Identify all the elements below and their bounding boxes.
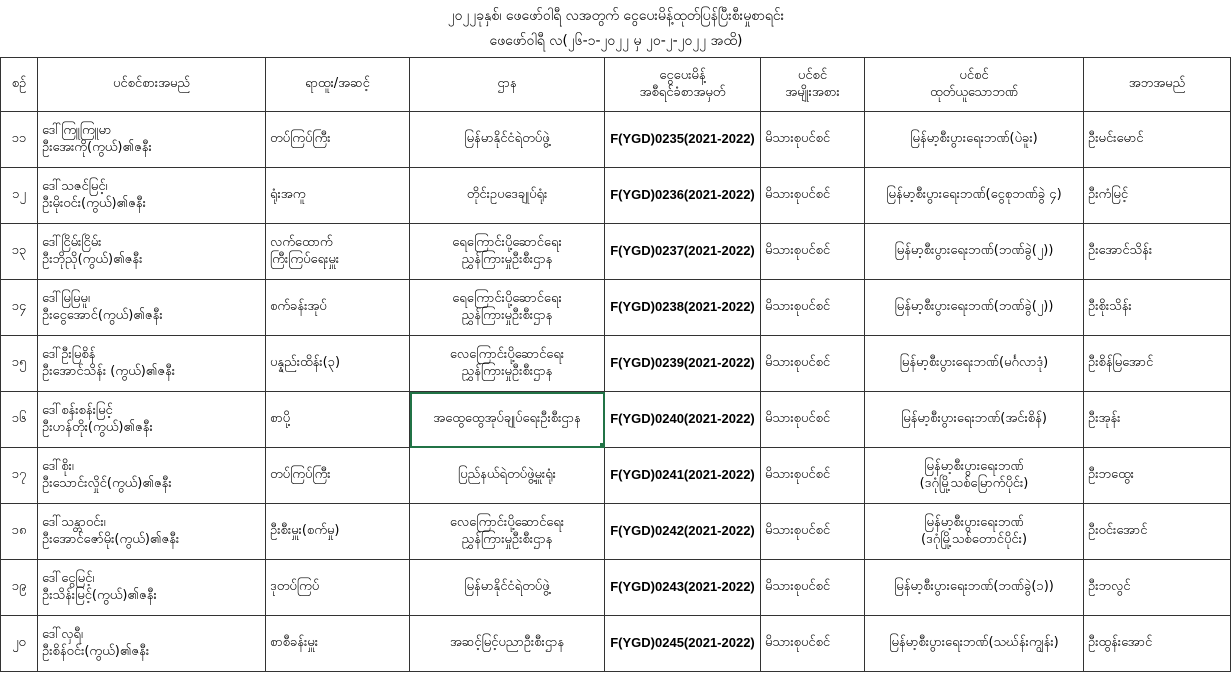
header-no[interactable]: စဉ်: [1, 58, 38, 112]
cell-rank-text: တပ်ကြပ်ကြီး: [270, 467, 331, 483]
cell-name[interactable]: [38, 280, 266, 336]
cell-name[interactable]: [38, 560, 266, 616]
cell-office[interactable]: [865, 392, 1084, 448]
cell-name[interactable]: [38, 336, 266, 392]
cell-name[interactable]: [38, 112, 266, 168]
cell-alias[interactable]: [1084, 336, 1231, 392]
cell-no-text: ၁၃: [11, 243, 27, 259]
cell-no-text: ၁၇: [11, 467, 27, 483]
header-office[interactable]: [865, 58, 1084, 112]
cell-alias-text: ဦးထွန်းအောင်: [1088, 635, 1153, 651]
cell-dept-text: ညွှန်ကြားမှုဦးစီးဌာန: [461, 363, 553, 379]
cell-alias-text: ဦးစိုးသိန်း: [1088, 299, 1132, 315]
cell-type[interactable]: [761, 168, 865, 224]
cell-dept-text: မြန်မာနိုင်ငံရဲတပ်ဖွဲ့: [464, 579, 550, 595]
cell-rank-text: ရုံးအကူ: [270, 187, 306, 203]
cell-dept-text: ညွှန်ကြားမှုဦးစီးဌာန: [461, 251, 553, 267]
cell-dept-text: လေကြောင်းပို့ဆောင်ရေး: [449, 346, 565, 362]
cell-dept[interactable]: [410, 616, 605, 672]
cell-alias[interactable]: [1084, 112, 1231, 168]
cell-office-text: (ဒဂုံမြို့သစ်တောင်ပိုင်း): [920, 531, 1028, 547]
cell-rank[interactable]: [266, 224, 410, 280]
cell-order-text: F(YGD)0239(2021-2022): [610, 355, 755, 371]
cell-rank-text: ကြီးကြပ်ရေးမှူး: [270, 251, 340, 267]
cell-type[interactable]: [761, 616, 865, 672]
header-dept[interactable]: ဌာန: [410, 58, 605, 112]
cell-rank[interactable]: [266, 168, 410, 224]
cell-alias[interactable]: [1084, 168, 1231, 224]
cell-no[interactable]: [1, 112, 38, 168]
cell-name-text: ဒေါ်စန်းစန်းမြင့်: [42, 402, 113, 418]
table-row: [1, 280, 1231, 336]
cell-name[interactable]: [38, 448, 266, 504]
cell-order-text: F(YGD)0238(2021-2022): [610, 299, 755, 315]
table-row: [1, 392, 1231, 448]
cell-dept[interactable]: [410, 336, 605, 392]
cell-type-text: မိသားစုပင်စင်: [765, 355, 831, 371]
cell-dept[interactable]: [410, 112, 605, 168]
table-row: [1, 224, 1231, 280]
header-name[interactable]: ပင်စင်စားအမည်: [38, 58, 266, 112]
cell-type-text: မိသားစုပင်စင်: [765, 299, 831, 315]
cell-dept[interactable]: [410, 392, 605, 448]
cell-office-text: မြန်မာ့စီးပွားရေးဘဏ်(ဘဏ်ခွဲ(၂)): [894, 243, 1054, 259]
header-type-line1: ပင်စင်: [797, 67, 828, 83]
cell-type[interactable]: [761, 336, 865, 392]
cell-no[interactable]: [1, 336, 38, 392]
cell-name[interactable]: [38, 392, 266, 448]
cell-order[interactable]: [605, 392, 761, 448]
cell-rank[interactable]: [266, 560, 410, 616]
cell-type[interactable]: [761, 392, 865, 448]
cell-order[interactable]: [605, 280, 761, 336]
cell-order[interactable]: [605, 112, 761, 168]
cell-order[interactable]: [605, 224, 761, 280]
cell-rank-text: စက်ခန်းအုပ်: [270, 299, 327, 315]
cell-dept[interactable]: [410, 560, 605, 616]
cell-order-text: F(YGD)0235(2021-2022): [610, 131, 755, 147]
cell-rank-text: ပန္နည်းထိန်း(၃): [270, 355, 341, 371]
cell-alias-text: ဦးဘလွင်: [1088, 579, 1131, 595]
cell-name-text: ဦးစိန်ဝင်း(ကွယ်)၏ဇနီး: [42, 643, 150, 659]
cell-type-text: မိသားစုပင်စင်: [765, 579, 831, 595]
cell-alias-text: ဦးအုန်း: [1088, 411, 1121, 427]
cell-office[interactable]: [865, 112, 1084, 168]
cell-office[interactable]: [865, 280, 1084, 336]
cell-name-text: ဦးဟန်တိုး(ကွယ်)၏ဇနီး: [42, 419, 153, 435]
header-order-line2: အစီရင်ခံစာအမှတ်: [639, 84, 726, 100]
cell-no[interactable]: [1, 504, 38, 560]
cell-order-text: F(YGD)0243(2021-2022): [610, 579, 755, 595]
cell-dept[interactable]: [410, 448, 605, 504]
cell-alias-text: ဦးမင်းမောင်: [1088, 131, 1144, 147]
cell-alias-text: ဦးစိန်မြအောင်: [1088, 355, 1154, 371]
cell-office[interactable]: [865, 224, 1084, 280]
cell-alias[interactable]: [1084, 280, 1231, 336]
cell-dept-text: ရေကြောင်းပို့ဆောင်ရေး: [452, 234, 562, 250]
cell-rank[interactable]: [266, 448, 410, 504]
cell-office-text: မြန်မာ့စီးပွားရေးဘဏ်(အင်းစိန်): [901, 411, 1047, 427]
cell-office-text: မြန်မာ့စီးပွားရေးဘဏ်(ငွေစုဘဏ်ခွဲ ၄): [886, 187, 1062, 203]
cell-office[interactable]: [865, 168, 1084, 224]
cell-type-text: မိသားစုပင်စင်: [765, 635, 831, 651]
cell-office-text: မြန်မာ့စီးပွားရေးဘဏ်(ဘဏ်ခွဲ(၁)): [894, 579, 1054, 595]
cell-dept[interactable]: [410, 224, 605, 280]
cell-type-text: မိသားစုပင်စင်: [765, 243, 831, 259]
cell-name-text: ဦးမိုးဝင်း(ကွယ်)၏ဇနီး: [42, 195, 146, 211]
cell-alias[interactable]: [1084, 560, 1231, 616]
cell-name-text: ဒေါ်သန္တာဝင်း၊: [42, 514, 106, 530]
cell-name-text: ဒေါ်မြမြမူ၊: [42, 290, 90, 306]
cell-office[interactable]: [865, 448, 1084, 504]
cell-rank-text: ဒုတပ်ကြပ်: [270, 579, 320, 595]
cell-name-text: ဦးအောင်သိန်း (ကွယ်)၏ဇနီး: [42, 363, 176, 379]
cell-name[interactable]: [38, 224, 266, 280]
cell-order-text: F(YGD)0241(2021-2022): [610, 467, 755, 483]
cell-order-text: F(YGD)0245(2021-2022): [610, 635, 755, 651]
cell-order[interactable]: [605, 168, 761, 224]
cell-alias[interactable]: [1084, 392, 1231, 448]
cell-office[interactable]: [865, 616, 1084, 672]
cell-office-text: မြန်မာ့စီးပွားရေးဘဏ်(သဃ်န်းကျွန်း): [889, 635, 1059, 651]
header-office-line2: ထုတ်ယူသောဘဏ်: [930, 84, 1018, 100]
cell-name-text: ဒေါ်စိုး၊: [42, 458, 74, 474]
cell-no-text: ၁၁: [11, 131, 27, 147]
table-row: [1, 336, 1231, 392]
cell-no[interactable]: [1, 280, 38, 336]
cell-type[interactable]: [761, 224, 865, 280]
cell-dept-text: ညွှန်ကြားမှုဦးစီးဌာန: [461, 531, 553, 547]
cell-name-text: ဒေါ်ငွေမြင့်၊: [42, 570, 95, 586]
cell-no-text: ၁၂: [12, 187, 26, 203]
cell-name-text: ဦးဘိုညို(ကွယ်)၏ဇနီး: [42, 251, 143, 267]
cell-name-text: ဦးသောင်းလှိုင်(ကွယ်)၏ဇနီး: [42, 475, 172, 491]
header-row: [1, 58, 1231, 112]
cell-office[interactable]: [865, 336, 1084, 392]
cell-order-text: F(YGD)0236(2021-2022): [610, 187, 755, 203]
header-type[interactable]: [761, 58, 865, 112]
cell-name-text: ဦးအေးကို(ကွယ်)၏ဇနီး: [42, 139, 152, 155]
cell-no-text: ၁၈: [11, 523, 27, 539]
cell-name-text: ဒေါ်ကြူကြူမာ: [42, 122, 112, 138]
cell-rank[interactable]: [266, 616, 410, 672]
cell-order[interactable]: [605, 336, 761, 392]
cell-office-text: မြန်မာ့စီးပွားရေးဘဏ်: [924, 514, 1024, 530]
header-type-line2: အမျိုးအစား: [785, 84, 840, 100]
header-rank[interactable]: ရာထူး/အဆင့်: [266, 58, 410, 112]
cell-rank-text: လက်ထောက်: [270, 234, 333, 250]
cell-name[interactable]: [38, 616, 266, 672]
report-title: ၂၀၂၂ခုနှစ်၊ ဖေဖော်ဝါရီ လအတွက် ငွေပေးမိန့်ထုတ်ပြန်ပြီးစီးမှုစာရင်း: [447, 8, 785, 24]
cell-no-text: ၁၄: [11, 299, 27, 315]
cell-type[interactable]: [761, 112, 865, 168]
cell-no-text: ၁၉: [11, 579, 27, 595]
cell-dept-text: လေကြောင်းပို့ဆောင်ရေး: [449, 514, 565, 530]
cell-dept-text: အထွေထွေအုပ်ချုပ်ရေးဦးစီးဌာန: [433, 411, 581, 427]
cell-no-text: ၁၆: [11, 411, 27, 427]
table-row: [1, 504, 1231, 560]
header-office-line1: ပင်စင်: [959, 67, 989, 83]
table-row: [1, 560, 1231, 616]
cell-dept-text: ညွှန်ကြားမှုဦးစီးဌာန: [461, 307, 553, 323]
cell-alias[interactable]: [1084, 448, 1231, 504]
cell-office[interactable]: [865, 560, 1084, 616]
header-alias[interactable]: အဘအမည်: [1084, 58, 1231, 112]
cell-rank-text: စာပို့: [270, 411, 291, 427]
cell-office-text: မြန်မာ့စီးပွားရေးဘဏ်(မင်္ဂလာဒုံ): [899, 355, 1049, 371]
cell-alias-text: ဦးအောင်သိန်း: [1088, 243, 1153, 259]
table-row: [1, 448, 1231, 504]
cell-rank-text: ဦးစီးမှူး(စက်မှု): [270, 523, 340, 539]
cell-rank-text: တပ်ကြပ်ကြီး: [270, 131, 331, 147]
cell-no[interactable]: [1, 560, 38, 616]
cell-alias-text: ဦးကံမြင့်: [1088, 187, 1129, 203]
cell-rank[interactable]: [266, 392, 410, 448]
cell-no-text: ၁၅: [11, 355, 27, 371]
cell-name-text: ဦးငွေအောင်(ကွယ်)၏ဇနီး: [42, 307, 163, 323]
cell-office-text: မြန်မာ့စီးပွားရေးဘဏ်: [924, 458, 1024, 474]
cell-type-text: မိသားစုပင်စင်: [765, 523, 831, 539]
cell-type[interactable]: [761, 448, 865, 504]
cell-type-text: မိသားစုပင်စင်: [765, 467, 831, 483]
cell-order-text: F(YGD)0240(2021-2022): [610, 411, 755, 427]
cell-office-text: (ဒဂုံမြို့သစ်မြောက်ပိုင်း): [919, 475, 1029, 491]
table-row: [1, 112, 1231, 168]
cell-alias[interactable]: [1084, 616, 1231, 672]
cell-office-text: မြန်မာ့စီးပွားရေးဘဏ်(ဘဏ်ခွဲ(၂)): [894, 299, 1054, 315]
cell-name-text: ဒေါ်ဦးမြစိန်: [42, 346, 96, 362]
cell-dept-text: ရေကြောင်းပို့ဆောင်ရေး: [452, 290, 562, 306]
cell-type-text: မိသားစုပင်စင်: [765, 187, 831, 203]
cell-name-text: ဒေါ်လှရီ၊: [42, 626, 83, 642]
pension-table: [0, 57, 1231, 672]
cell-alias[interactable]: [1084, 504, 1231, 560]
cell-name-text: ဒေါ်ငြိမ်းငြိမ်း: [42, 234, 102, 250]
cell-name-text: ဒေါ်သဇင်မြင့်၊: [42, 178, 108, 194]
cell-order-text: F(YGD)0237(2021-2022): [610, 243, 755, 259]
cell-no[interactable]: [1, 448, 38, 504]
report-period: ဖေဖော်ဝါရီ လ(၂၆-၁-၂၀၂၂ မှ ၂၀-၂-၂၀၂၂ အထိ): [489, 33, 743, 49]
cell-name[interactable]: [38, 504, 266, 560]
cell-no[interactable]: [1, 392, 38, 448]
cell-dept[interactable]: [410, 168, 605, 224]
cell-type-text: မိသားစုပင်စင်: [765, 131, 831, 147]
cell-no-text: ၂၀: [12, 635, 26, 651]
cell-no[interactable]: [1, 168, 38, 224]
cell-type[interactable]: [761, 504, 865, 560]
cell-order[interactable]: [605, 560, 761, 616]
cell-order[interactable]: [605, 448, 761, 504]
header-order-line1: ငွေပေးမိန့်: [659, 67, 706, 83]
table-row: [1, 616, 1231, 672]
cell-name-text: ဦးအောင်ဇော်မိုး(ကွယ်)၏ဇနီး: [42, 531, 180, 547]
cell-alias-text: ဦးဝင်းအောင်: [1088, 523, 1148, 539]
cell-office-text: မြန်မာ့စီးပွားရေးဘဏ်(ပဲခူး): [910, 131, 1038, 147]
cell-no[interactable]: [1, 224, 38, 280]
cell-alias-text: ဦးဘထွေး: [1088, 467, 1134, 483]
cell-type[interactable]: [761, 560, 865, 616]
cell-no[interactable]: [1, 616, 38, 672]
header-order[interactable]: [605, 58, 761, 112]
cell-name-text: ဦးသိန်းမြင့်(ကွယ်)၏ဇနီး: [42, 587, 157, 603]
cell-type[interactable]: [761, 280, 865, 336]
cell-dept-text: အဆင့်မြင့်ပညာဦးစီးဌာန: [449, 635, 565, 651]
cell-order-text: F(YGD)0242(2021-2022): [610, 523, 755, 539]
fill-handle[interactable]: [600, 443, 605, 448]
cell-order[interactable]: [605, 616, 761, 672]
cell-office[interactable]: [865, 504, 1084, 560]
cell-order[interactable]: [605, 504, 761, 560]
cell-rank-text: စာစီခန်းမှူး: [270, 635, 319, 651]
cell-dept[interactable]: [410, 504, 605, 560]
cell-dept-text: ပြည်နယ်ရဲတပ်ဖွဲ့မှူးရုံး: [458, 467, 556, 483]
cell-alias[interactable]: [1084, 224, 1231, 280]
cell-rank[interactable]: [266, 280, 410, 336]
cell-rank[interactable]: [266, 336, 410, 392]
cell-rank[interactable]: [266, 112, 410, 168]
cell-dept-text: တိုင်းဥပဒေချုပ်ရုံး: [466, 187, 548, 203]
cell-name[interactable]: [38, 168, 266, 224]
cell-dept-text: မြန်မာနိုင်ငံရဲတပ်ဖွဲ့: [464, 131, 550, 147]
table-row: [1, 168, 1231, 224]
cell-type-text: မိသားစုပင်စင်: [765, 411, 831, 427]
cell-rank[interactable]: [266, 504, 410, 560]
cell-dept[interactable]: [410, 280, 605, 336]
